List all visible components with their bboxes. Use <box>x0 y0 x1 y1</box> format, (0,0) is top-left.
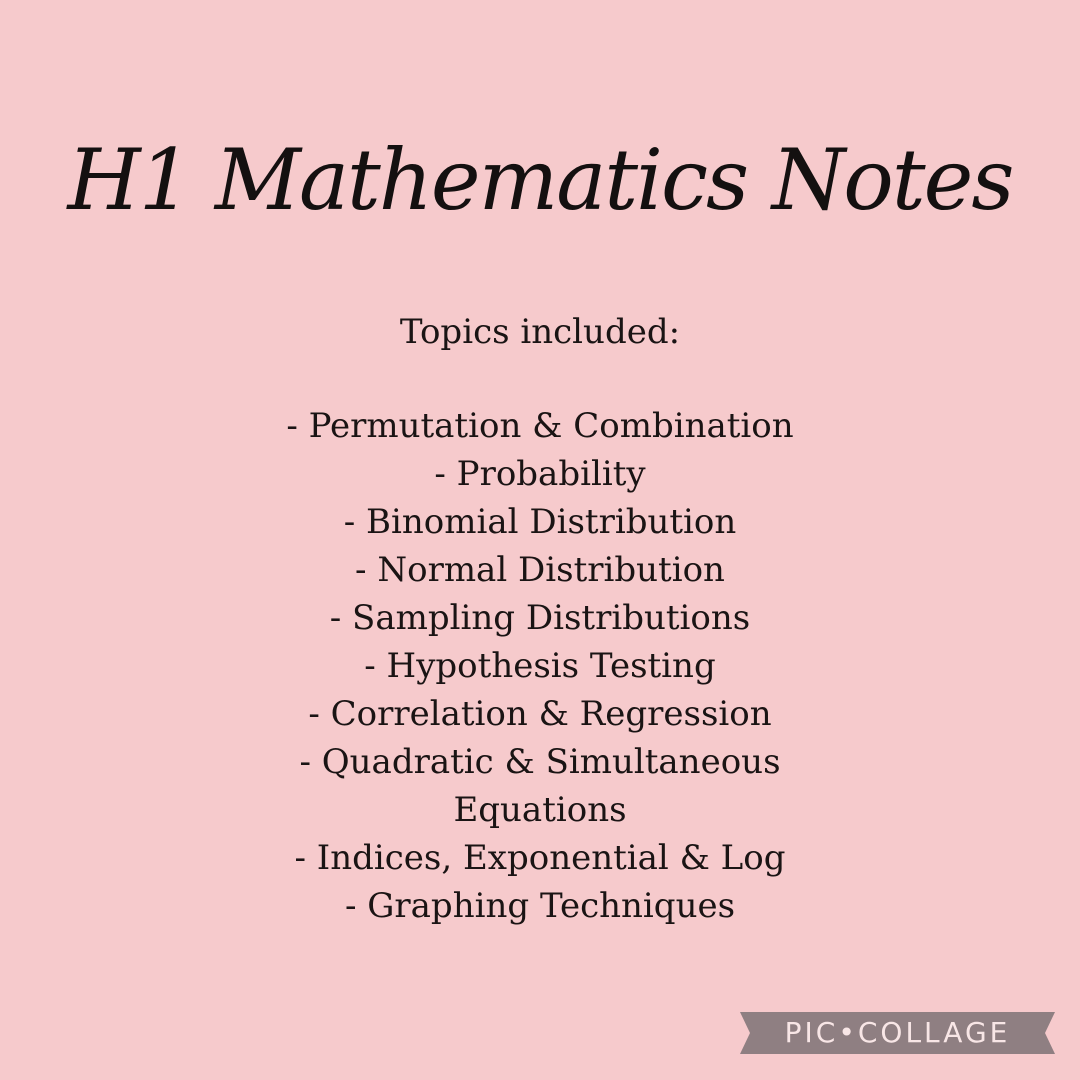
list-item: - Sampling Distributions <box>329 598 751 638</box>
list-item: - Probability <box>434 454 646 494</box>
list-item: - Hypothesis Testing <box>364 646 716 686</box>
list-item: - Correlation & Regression <box>308 694 772 734</box>
list-item: - Indices, Exponential & Log <box>294 838 786 878</box>
watermark-text: PIC•COLLAGE <box>784 1016 1011 1049</box>
list-item: - Quadratic & Simultaneous <box>299 742 781 782</box>
list-item: - Binomial Distribution <box>343 502 737 542</box>
list-item: - Normal Distribution <box>355 550 725 590</box>
page-title: H1 Mathematics Notes <box>67 131 1013 229</box>
list-item: Equations <box>453 790 627 830</box>
topics-heading: Topics included: <box>399 312 681 352</box>
topics-list <box>0 402 1080 930</box>
list-item: - Graphing Techniques <box>344 886 736 926</box>
pic-collage-watermark <box>740 1012 1055 1054</box>
list-item: - Permutation & Combination <box>286 406 794 446</box>
